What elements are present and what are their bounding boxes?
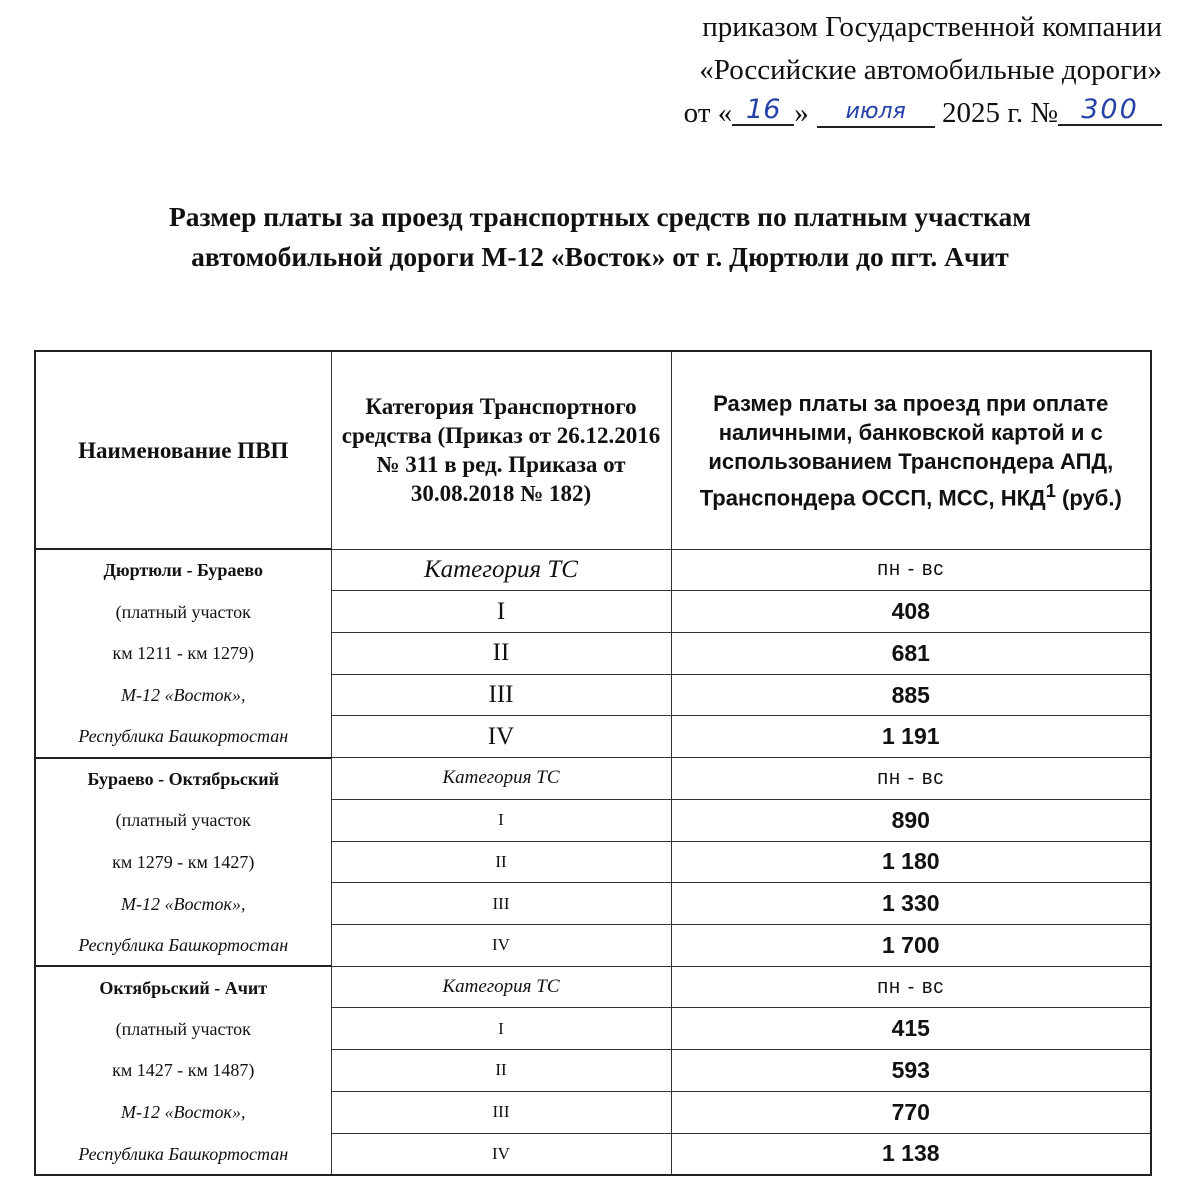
station-road: М-12 «Восток», — [121, 1102, 246, 1123]
fee-amount: 885 — [671, 674, 1151, 716]
station-name-cell — [35, 549, 331, 591]
station-name: Октябрьский - Ачит — [99, 977, 268, 998]
station-name-cell — [35, 924, 331, 966]
station-region: Республика Башкортостан — [78, 1143, 289, 1164]
station-name-cell — [35, 1133, 331, 1175]
station-section: (платный участок — [115, 810, 251, 831]
station-region: Республика Башкортостан — [78, 726, 289, 747]
title-line-1: Размер платы за проезд транспортных средств по платным участкам — [168, 201, 1032, 232]
date-day-close: » — [794, 97, 809, 129]
header-fee-footnote: 1 — [1045, 479, 1056, 501]
vehicle-category-cat-iv: IV — [331, 924, 671, 966]
table-row — [35, 716, 1151, 758]
station-section: (платный участок — [115, 601, 251, 622]
header-station-name: Наименование ПВП — [35, 351, 331, 549]
header-line-1: приказом Государственной компании — [702, 11, 1162, 43]
station-name-cell — [35, 758, 331, 800]
fee-amount: 408 — [671, 591, 1151, 633]
station-name-cell — [35, 883, 331, 925]
fee-amount: 1 330 — [671, 883, 1151, 925]
station-km: км 1427 - км 1487) — [112, 1060, 255, 1081]
table-row — [35, 591, 1151, 633]
header-date-line — [602, 92, 1162, 135]
fee-amount: 890 — [671, 799, 1151, 841]
fee-amount: 770 — [671, 1091, 1151, 1133]
station-km: км 1279 - км 1427) — [112, 851, 255, 872]
fee-amount: 415 — [671, 1008, 1151, 1050]
document-title — [40, 197, 1160, 277]
fee-amount: 593 — [671, 1050, 1151, 1092]
station-name-cell — [35, 716, 331, 758]
station-km: км 1211 - км 1279) — [112, 643, 255, 664]
station-region: Республика Башкортостан — [78, 934, 289, 955]
table-header-row — [35, 351, 1151, 549]
table-row — [35, 1008, 1151, 1050]
handwritten-day: 16 — [732, 96, 794, 126]
table-row — [35, 632, 1151, 674]
table-row — [35, 883, 1151, 925]
vehicle-category-cat-i: I — [331, 1008, 671, 1050]
station-name-cell — [35, 632, 331, 674]
table-row — [35, 1050, 1151, 1092]
table-group-header-row — [35, 758, 1151, 800]
station-name-cell — [35, 966, 331, 1008]
date-year-number-label: 2025 г. № — [941, 97, 1058, 129]
fee-amount: 681 — [671, 632, 1151, 674]
handwritten-month: июля — [817, 98, 935, 128]
vehicle-category-cat-ii: II — [331, 841, 671, 883]
vehicle-category-cat-ii: II — [331, 632, 671, 674]
order-reference-header — [602, 6, 1162, 135]
station-name-cell — [35, 674, 331, 716]
title-line-2: автомобильной дороги М-12 «Восток» от г. Дюртюли до пгт. Ачит — [191, 241, 1009, 272]
table-row — [35, 674, 1151, 716]
fee-amount: 1 138 — [671, 1133, 1151, 1175]
category-label: Категория ТС — [331, 549, 671, 591]
vehicle-category-cat-i: I — [331, 591, 671, 633]
table-row — [35, 799, 1151, 841]
station-section: (платный участок — [115, 1018, 251, 1039]
schedule-label: пн - вс — [671, 966, 1151, 1008]
toll-fee-table — [34, 350, 1152, 1176]
table-group-header-row — [35, 966, 1151, 1008]
schedule-label: пн - вс — [671, 758, 1151, 800]
fee-amount: 1 191 — [671, 716, 1151, 758]
station-name-cell — [35, 591, 331, 633]
date-prefix: от « — [683, 97, 733, 129]
station-road: М-12 «Восток», — [121, 893, 246, 914]
station-name-cell — [35, 1050, 331, 1092]
vehicle-category-cat-ii: II — [331, 1050, 671, 1092]
category-label: Категория ТС — [331, 966, 671, 1008]
station-name: Дюртюли - Бураево — [103, 560, 264, 581]
vehicle-category-cat-iv: IV — [331, 1133, 671, 1175]
fee-amount: 1 180 — [671, 841, 1151, 883]
station-road: М-12 «Восток», — [121, 685, 246, 706]
table-row — [35, 1091, 1151, 1133]
table-row — [35, 924, 1151, 966]
station-name-cell — [35, 799, 331, 841]
header-line-2: «Российские автомобильные дороги» — [699, 54, 1162, 86]
station-name-cell — [35, 1091, 331, 1133]
handwritten-order-number: 300 — [1058, 96, 1162, 126]
table-group-header-row — [35, 549, 1151, 591]
header-vehicle-category: Категория Транспортного средства (Приказ от 26.12.2016 № 311 в ред. Приказа от 30.08.2018 № 182) — [331, 351, 671, 549]
vehicle-category-cat-iii: III — [331, 1091, 671, 1133]
table-row — [35, 841, 1151, 883]
header-fee-amount — [671, 351, 1151, 549]
vehicle-category-cat-iii: III — [331, 883, 671, 925]
vehicle-category-cat-iii: III — [331, 674, 671, 716]
table-row — [35, 1133, 1151, 1175]
header-fee-text: Размер платы за проезд при оплате наличными, банковской картой и с использованием Транспондера АПД, Транспондера ОССП, МСС, НКД — [699, 390, 1114, 510]
schedule-label: пн - вс — [671, 549, 1151, 591]
station-name: Бураево - Октябрьский — [87, 768, 279, 789]
station-name-cell — [35, 1008, 331, 1050]
fee-amount: 1 700 — [671, 924, 1151, 966]
vehicle-category-cat-iv: IV — [331, 716, 671, 758]
header-fee-unit: (руб.) — [1055, 484, 1122, 510]
vehicle-category-cat-i: I — [331, 799, 671, 841]
station-name-cell — [35, 841, 331, 883]
category-label: Категория ТС — [331, 758, 671, 800]
